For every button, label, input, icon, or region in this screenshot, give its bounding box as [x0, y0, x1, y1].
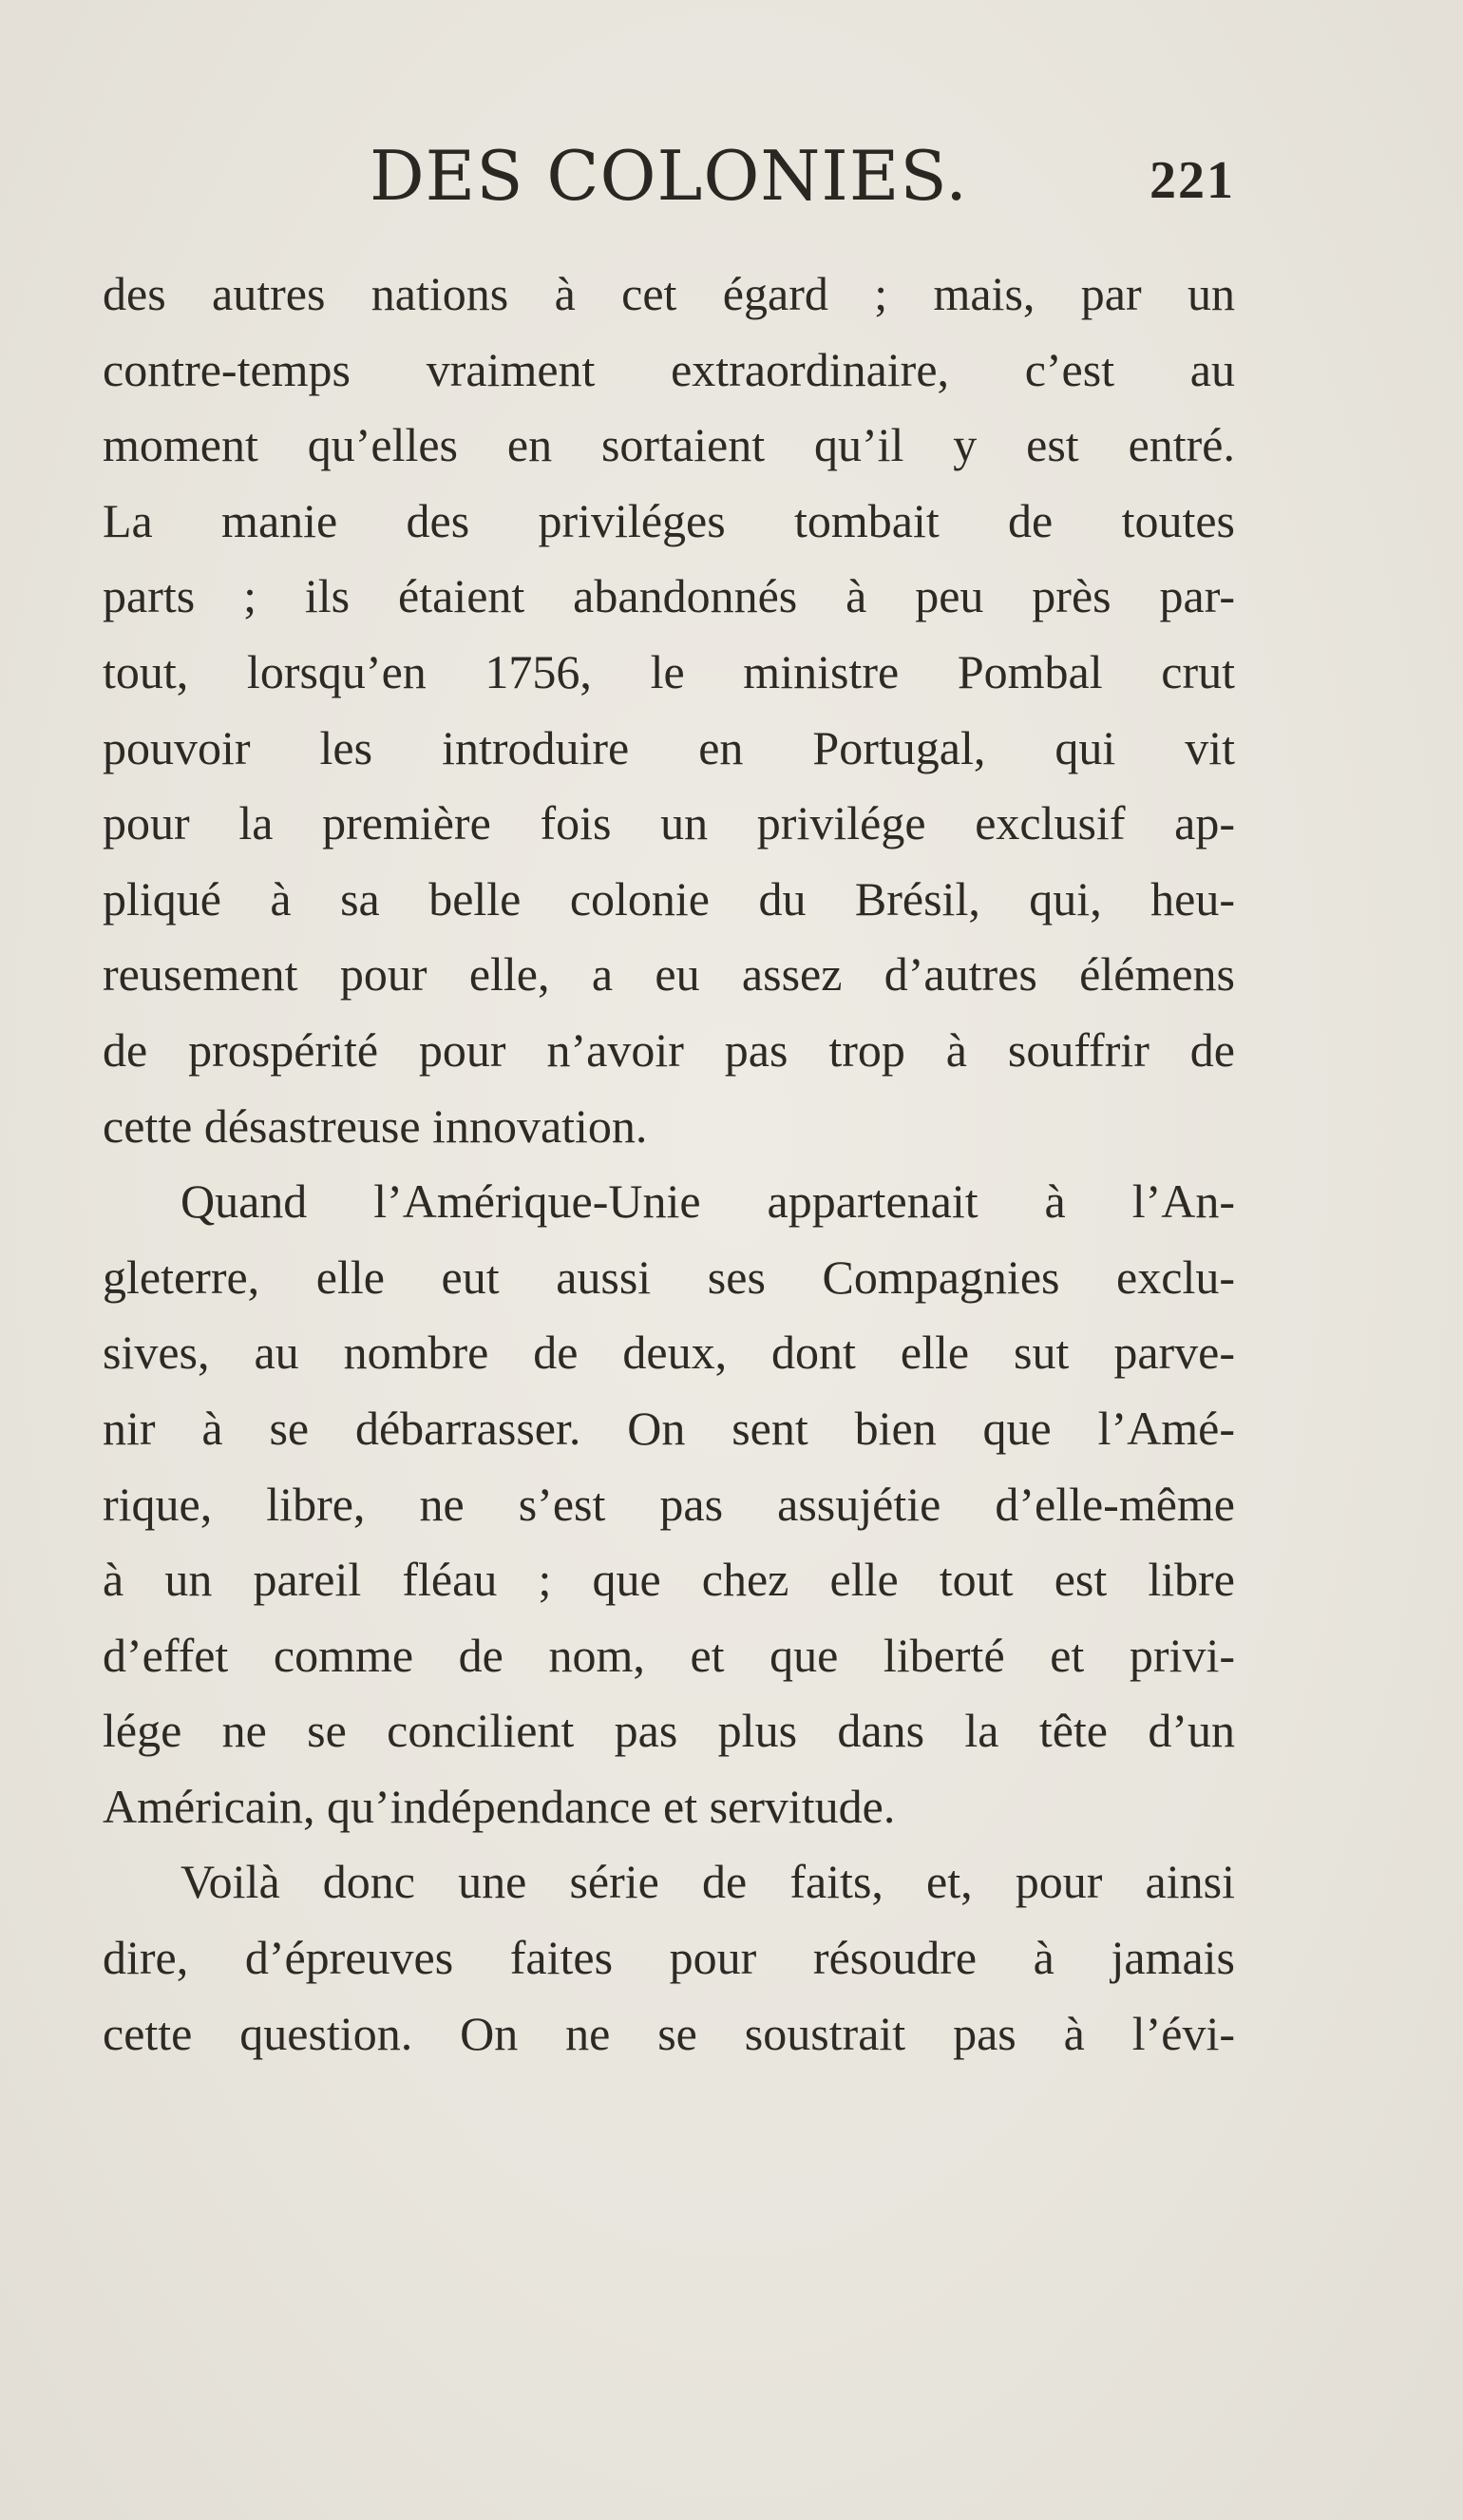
text-line: pouvoir les introduire en Portugal, qui vit — [103, 720, 1235, 774]
text-line: gleterre, elle eut aussi ses Compagnies exclu- — [103, 1250, 1235, 1304]
text-line: sives, au nombre de deux, dont elle sut parve- — [103, 1326, 1235, 1380]
text-line: nir à se débarrasser. On sent bien que l’Amé- — [103, 1401, 1235, 1455]
text-line: dire, d’épreuves faites pour résoudre à jamais — [103, 1931, 1235, 1985]
text-line: cette question. On ne se soustrait pas à l’évi- — [103, 2006, 1235, 2060]
text-line: parts ; ils étaient abandonnés à peu près par- — [103, 569, 1235, 623]
text-line: contre-temps vraiment extraordinaire, c’est au — [103, 342, 1235, 396]
text-line: à un pareil fléau ; que chez elle tout est libre — [103, 1553, 1235, 1607]
text-line: moment qu’elles en sortaient qu’il y est entré. — [103, 418, 1235, 472]
paragraph-start-line: Quand l’Amérique-Unie appartenait à l’An- — [180, 1174, 1235, 1229]
text-line: pour la première fois un privilége exclusif ap- — [103, 796, 1235, 850]
paragraph-end-line: Américain, qu’indépendance et servitude. — [103, 1779, 896, 1833]
text-line: tout, lorsqu’en 1756, le ministre Pombal crut — [103, 644, 1235, 698]
running-title: DES COLONIES. — [369, 136, 969, 216]
text-line: rique, libre, ne s’est pas assujétie d’elle-même — [103, 1477, 1235, 1531]
text-line: de prospérité pour n’avoir pas trop à souffrir de — [103, 1022, 1235, 1077]
text-line: La manie des priviléges tombait de toutes — [103, 493, 1235, 547]
paragraph-end-line: cette désastreuse innovation. — [103, 1098, 648, 1153]
body-text — [103, 257, 1235, 2071]
page-header — [103, 133, 1235, 219]
text-line: lége ne se concilient pas plus dans la tête d’un — [103, 1704, 1235, 1758]
text-line: pliqué à sa belle colonie du Brésil, qui, heu- — [103, 871, 1235, 926]
text-line: d’effet comme de nom, et que liberté et privi- — [103, 1628, 1235, 1682]
page-number: 221 — [1150, 151, 1235, 210]
paragraph-start-line: Voilà donc une série de faits, et, pour ainsi — [180, 1855, 1235, 1909]
text-line: des autres nations à cet égard ; mais, par un — [103, 267, 1235, 320]
text-line: reusement pour elle, a eu assez d’autres élémens — [103, 947, 1235, 1002]
